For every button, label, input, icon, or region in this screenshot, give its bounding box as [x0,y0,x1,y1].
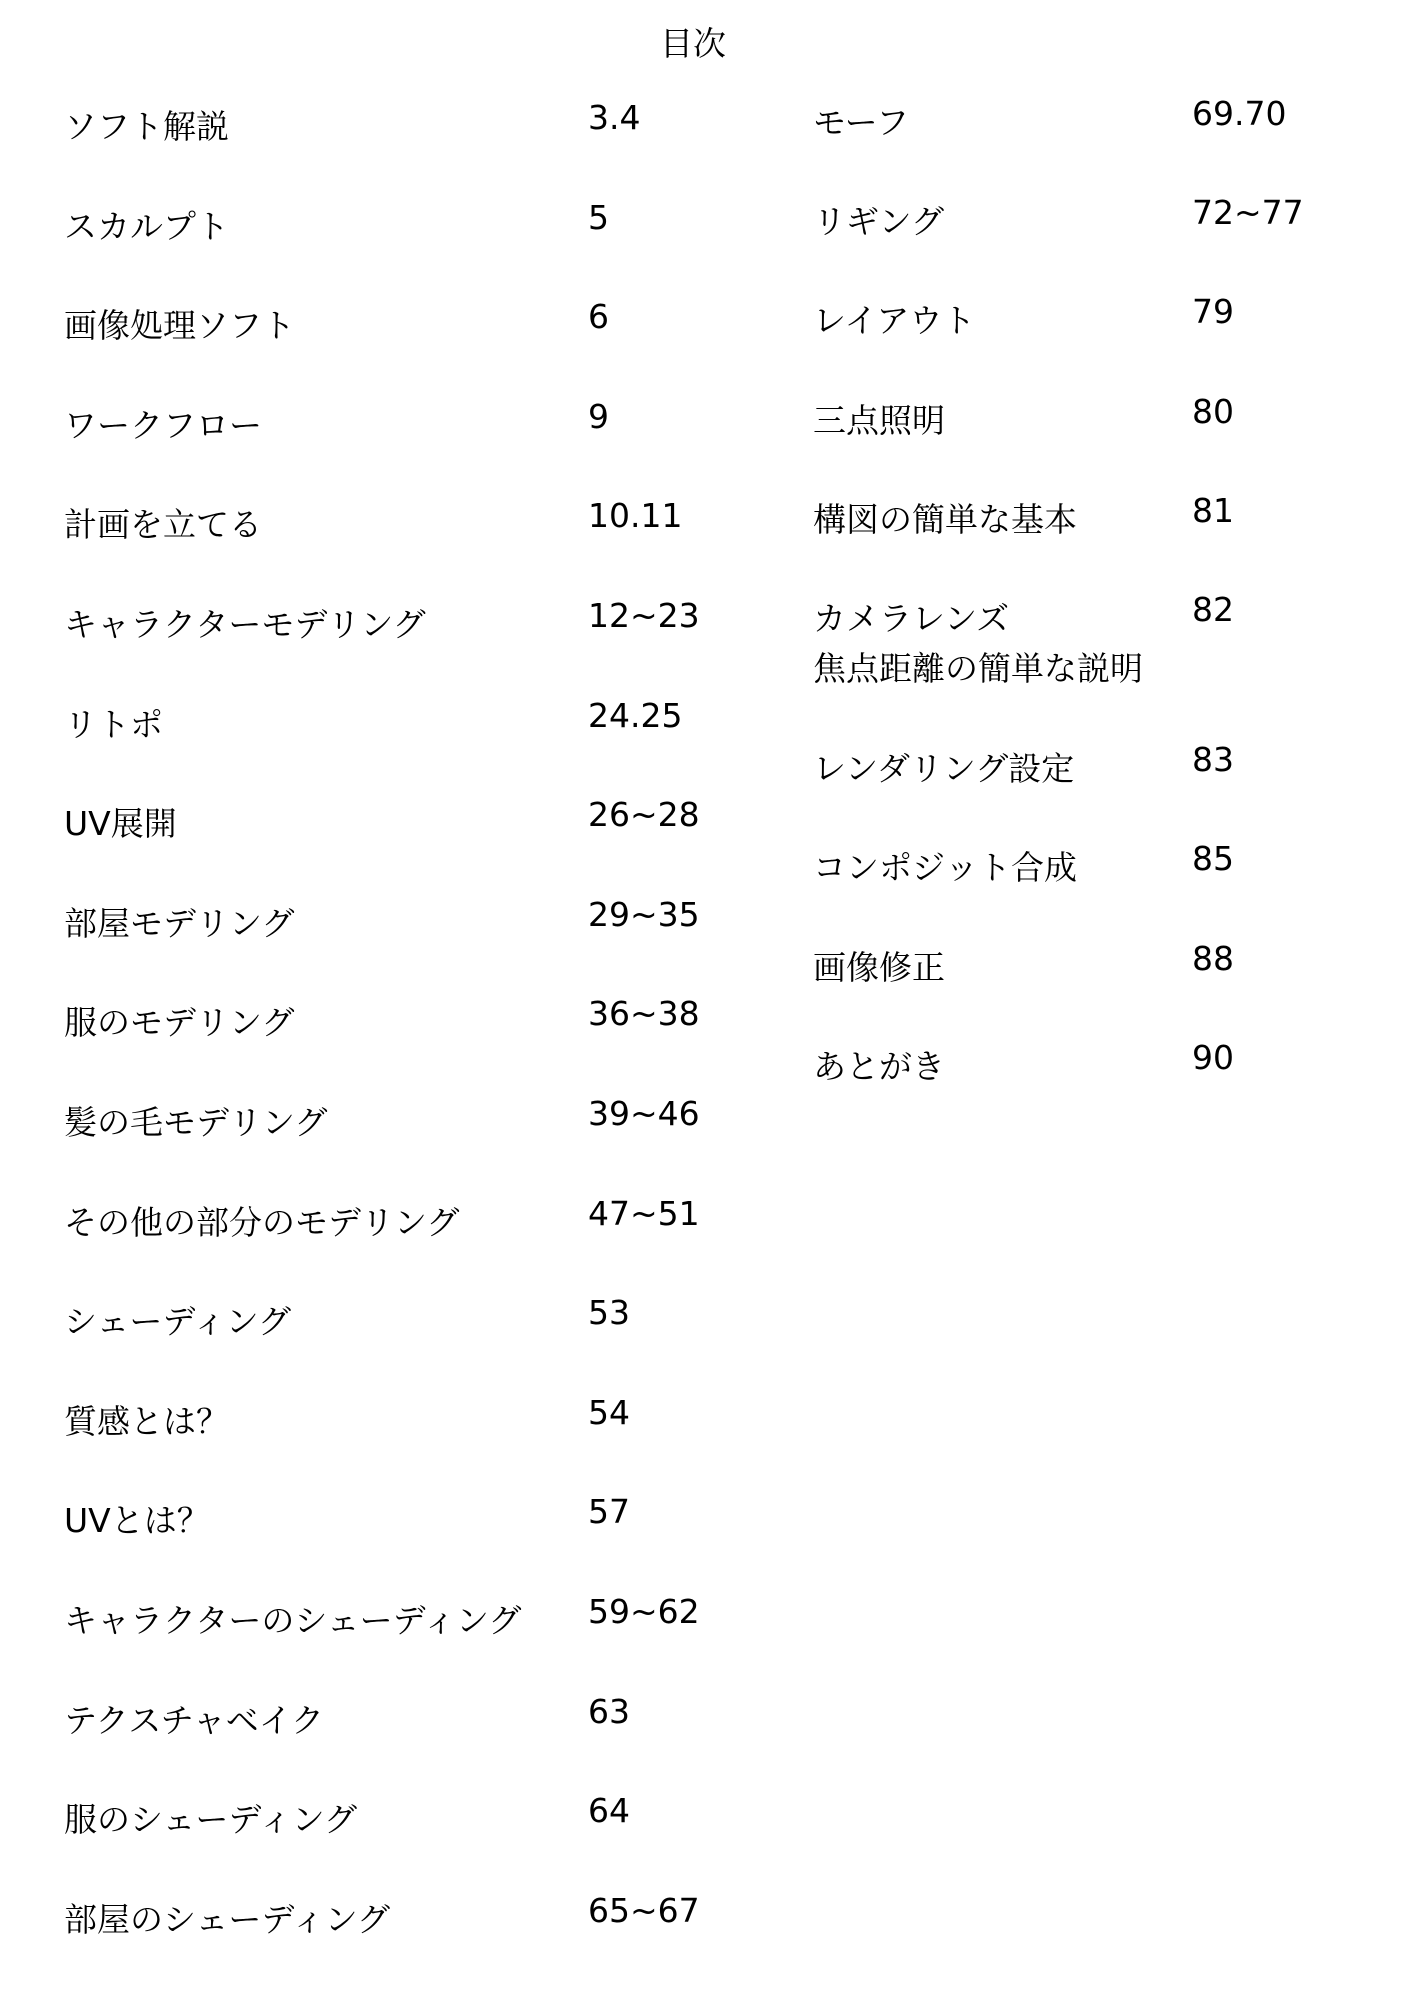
entry-title: レイアウト [813,301,976,340]
entry-title: リギング [813,202,945,241]
entry-page-number: 65~67 [588,1891,700,1930]
entry-page-number: 24.25 [588,696,683,735]
entry-page-number: 57 [588,1492,630,1531]
entry-page-number: 39~46 [588,1094,700,1133]
entry-title: 構図の簡単な基本 [813,500,1077,539]
entry-page-number: 79 [1192,292,1234,331]
entry-page-number: 26~28 [588,795,700,834]
entry-title: カメラレンズ [813,599,1010,638]
entry-title: スカルプト [64,207,229,246]
entry-page-number: 90 [1192,1038,1234,1077]
entry-title: 部屋のシェーディング [64,1900,391,1939]
entry-title: シェーディング [64,1302,292,1341]
entry-title: 画像修正 [813,948,945,987]
page-title: 目次 [660,24,726,63]
entry-page-number: 53 [588,1293,630,1332]
entry-page-number: 5 [588,198,609,237]
entry-subtitle: 焦点距離の簡単な説明 [813,649,1143,688]
entry-title: ワークフロー [64,406,262,445]
entry-page-number: 72~77 [1192,193,1304,232]
entry-title: レンダリング設定 [813,749,1075,788]
entry-title: モーフ [813,103,910,142]
entry-page-number: 29~35 [588,895,700,934]
entry-title: 計画を立てる [64,505,262,544]
entry-title: 三点照明 [813,401,945,440]
entry-page-number: 83 [1192,740,1234,779]
entry-page-number: 85 [1192,839,1234,878]
entry-title: コンポジット合成 [813,848,1077,887]
entry-title: ソフト解説 [64,107,229,146]
entry-page-number: 88 [1192,939,1234,978]
entry-page-number: 6 [588,297,609,336]
entry-title: 服のシェーディング [64,1800,358,1839]
entry-title: 部屋モデリング [64,904,295,943]
entry-page-number: 69.70 [1192,94,1287,133]
entry-title: あとがき [813,1047,945,1086]
entry-page-number: 63 [588,1692,630,1731]
entry-title: キャラクターのシェーディング [64,1601,522,1640]
entry-title: キャラクターモデリング [64,605,426,644]
entry-page-number: 54 [588,1393,630,1432]
entry-page-number: 64 [588,1791,630,1830]
entry-title: テクスチャベイク [64,1701,325,1740]
entry-page-number: 80 [1192,392,1234,431]
entry-title: その他の部分のモデリング [64,1203,460,1242]
entry-title: UV展開 [64,804,177,843]
entry-title: 画像処理ソフト [64,306,295,345]
entry-page-number: 12~23 [588,596,700,635]
entry-title: リトポ [64,705,163,744]
entry-page-number: 59~62 [588,1592,700,1631]
entry-title: 服のモデリング [64,1003,295,1042]
entry-page-number: 3.4 [588,98,641,137]
entry-page-number: 9 [588,397,609,436]
entry-page-number: 47~51 [588,1194,700,1233]
entry-title: UVとは？ [64,1501,210,1540]
entry-page-number: 81 [1192,491,1234,530]
entry-title: 髪の毛モデリング [64,1103,328,1142]
entry-page-number: 10.11 [588,496,683,535]
entry-page-number: 82 [1192,590,1234,629]
entry-page-number: 36~38 [588,994,700,1033]
entry-title: 質感とは？ [64,1402,229,1441]
